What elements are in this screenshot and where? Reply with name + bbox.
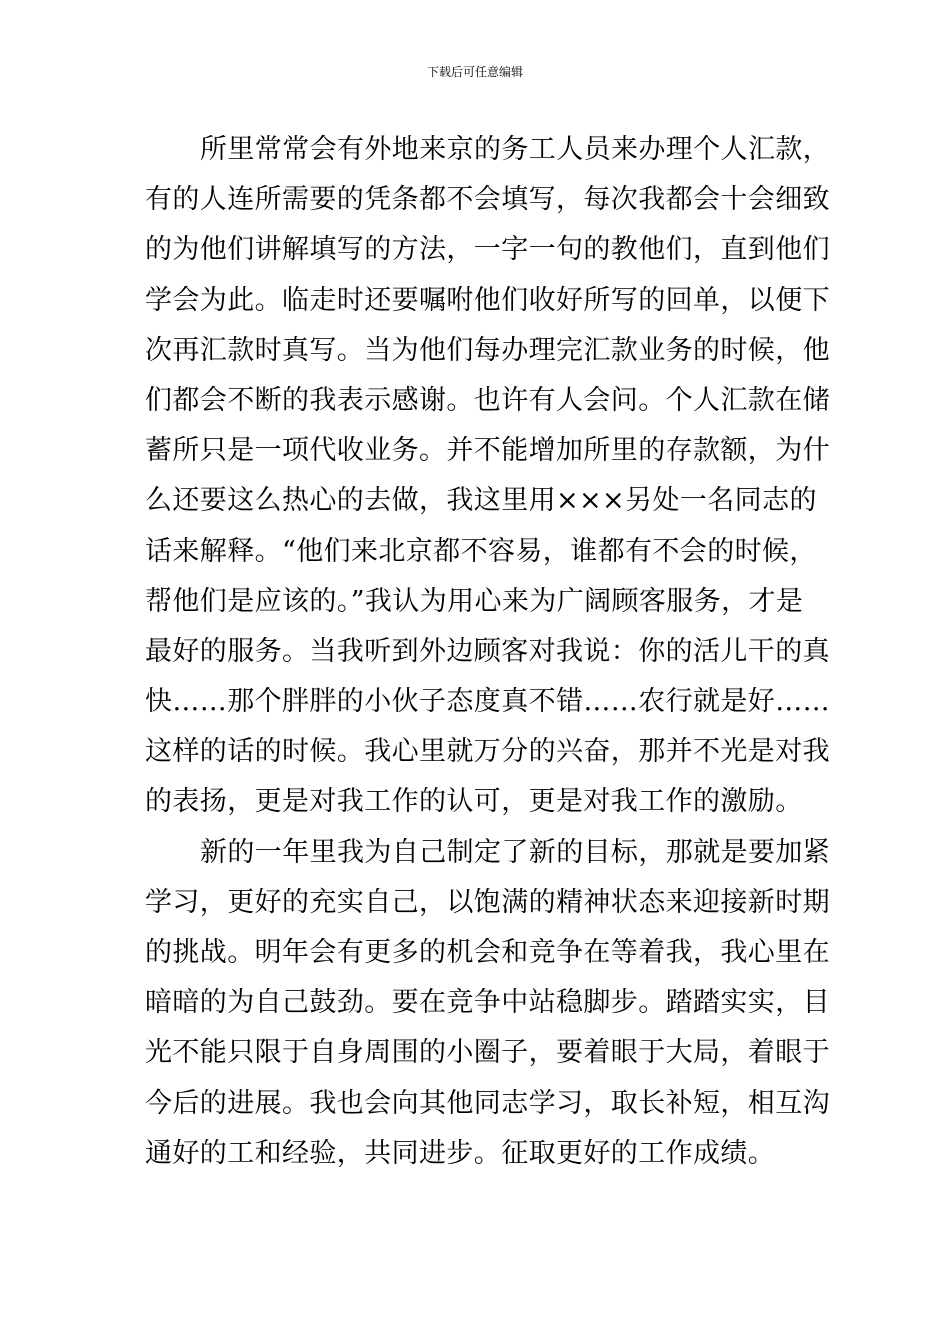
paragraph-2 [145, 828, 831, 1179]
text-line: 学习，更好的充实自己，以饱满的精神状态来迎接新时期 [145, 886, 830, 918]
text-line: 的挑战。明年会有更多的机会和竞争在等着我，我心里在 [145, 937, 830, 968]
text-line: 今后的进展。我也会向其他同志学习，取长补短，相互沟 [145, 1087, 830, 1119]
text-line: 暗暗的为自己鼓劲。要在竞争中站稳脚步。踏踏实实，目 [145, 987, 830, 1019]
text-line: 有的人连所需要的凭条都不会填写，每次我都会十会细致 [145, 184, 830, 216]
text-line: 蓄所只是一项代收业务。并不能增加所里的存款额，为什 [145, 435, 830, 467]
page-header: 下载后可任意编辑 [426, 65, 523, 79]
text-line: 新的一年里我为自己制定了新的目标，那就是要加紧 [200, 836, 831, 868]
text-line: 话来解释。“他们来北京都不容易，谁都有不会的时候， [145, 535, 817, 567]
text-line: 这样的话的时候。我心里就万分的兴奋，那并不光是对我 [145, 736, 830, 768]
document-body [145, 125, 831, 1179]
text-line: 所里常常会有外地来京的务工人员来办理个人汇款， [200, 134, 831, 165]
paragraph-1 [145, 125, 831, 828]
text-line: 通好的工和经验，共同进步。征取更好的工作成绩。 [145, 1137, 776, 1169]
text-line: 快……那个胖胖的小伙子态度真不错……农行就是好…… [145, 686, 830, 718]
text-line: 光不能只限于自身周围的小圈子，要着眼于大局，着眼于 [145, 1037, 830, 1069]
text-line: 帮他们是应该的。”我认为用心来为广阔顾客服务，才是 [145, 585, 804, 617]
text-line: 的为他们讲解填写的方法，一字一句的教他们，直到他们 [145, 234, 830, 266]
text-line: 的表扬，更是对我工作的认可，更是对我工作的激励。 [145, 786, 803, 818]
text-line: 学会为此。临走时还要嘱咐他们收好所写的回单，以便下 [145, 284, 830, 316]
text-line: 么还要这么热心的去做，我这里用×××另处一名同志的 [145, 485, 817, 517]
text-line: 最好的服务。当我听到外边顾客对我说：你的活儿干的真 [145, 635, 830, 667]
text-line: 次再汇款时真写。当为他们每办理完汇款业务的时候，他 [145, 334, 830, 366]
text-line: 们都会不断的我表示感谢。也许有人会问。个人汇款在储 [145, 384, 830, 416]
